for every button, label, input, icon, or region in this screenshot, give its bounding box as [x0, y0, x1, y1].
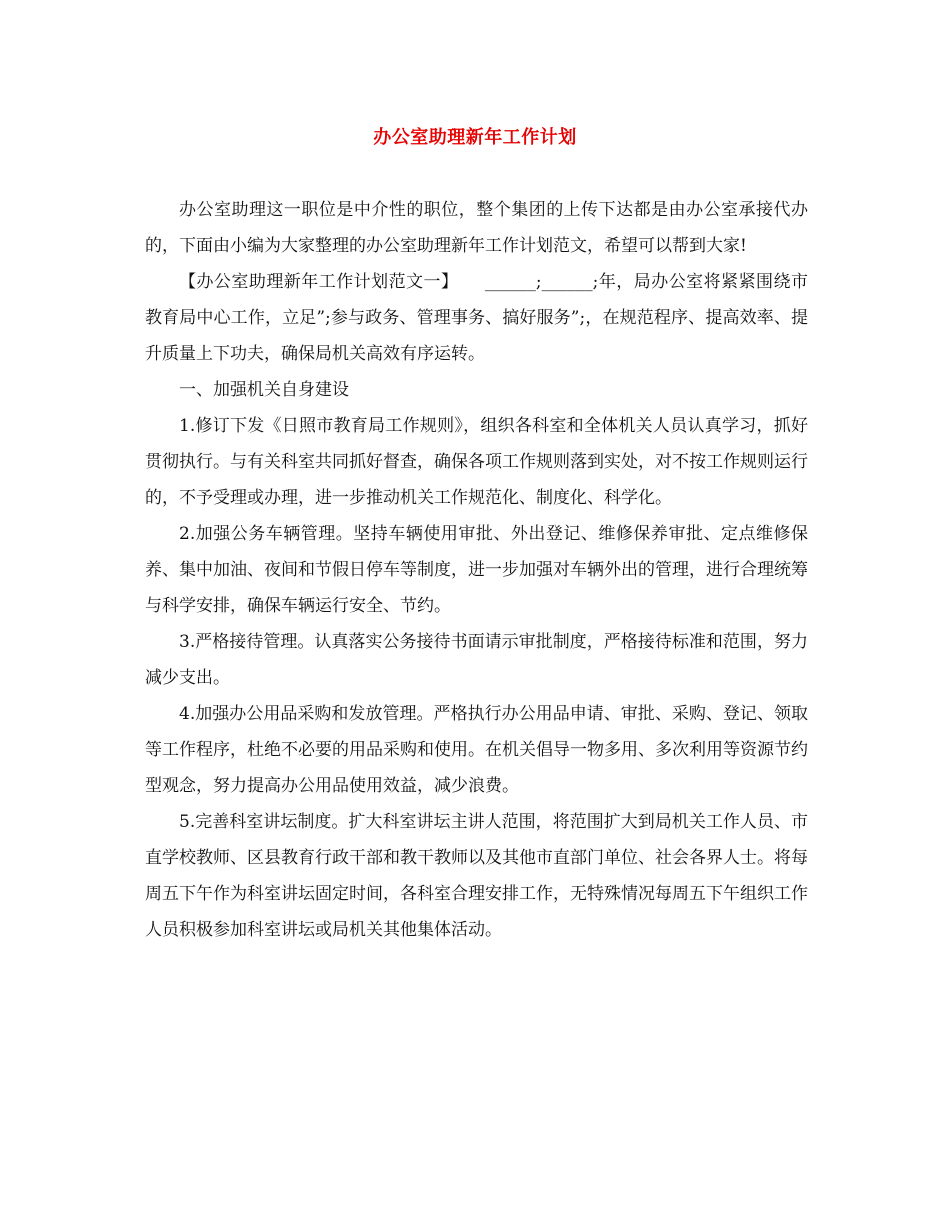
- document-title: 办公室助理新年工作计划: [373, 127, 577, 148]
- paragraph-item-5: 5.完善科室讲坛制度。扩大科室讲坛主讲人范围，将范围扩大到局机关工作人员、市直学校教师、区县教育行政干部和教干教师以及其他市直部门单位、社会各界人士。将每周五下午作为科室讲坛固定时间，各科室合理安排工作，无特殊情况每周五下午组织工作人员积极参加科室讲坛或局机关其他集体活动。: [145, 812, 808, 940]
- document-body: [145, 192, 808, 948]
- paragraph-sample-heading: 【办公室助理新年工作计划范文一】 ______;______;年，局办公室将紧紧围绕市教育局中心工作，立足”;参与政务、管理事务、搞好服务”;，在规范程序、提高效率、提升质量上下功夫，确保局机关高效有序运转。: [145, 272, 808, 364]
- paragraph-item-4: 4.加强办公用品采购和发放管理。严格执行办公用品申请、审批、采购、登记、领取等工作程序，杜绝不必要的用品采购和使用。在机关倡导一物多用、多次利用等资源节约型观念，努力提高办公用品使用效益，减少浪费。: [145, 704, 808, 796]
- paragraph-item-2: 2.加强公务车辆管理。坚持车辆使用审批、外出登记、维修保养审批、定点维修保养、集中加油、夜间和节假日停车等制度，进一步加强对车辆外出的管理，进行合理统筹与科学安排，确保车辆运行安全、节约。: [145, 524, 808, 616]
- paragraph-item-1: 1.修订下发《日照市教育局工作规则》，组织各科室和全体机关人员认真学习，抓好贯彻执行。与有关科室共同抓好督查，确保各项工作规则落到实处，对不按工作规则运行的，不予受理或办理，进一步推动机关工作规范化、制度化、科学化。: [145, 416, 808, 508]
- paragraph-item-3: 3.严格接待管理。认真落实公务接待书面请示审批制度，严格接待标准和范围，努力减少支出。: [145, 632, 808, 688]
- paragraph-intro: 办公室助理这一职位是中介性的职位，整个集团的上传下达都是由办公室承接代办的，下面由小编为大家整理的办公室助理新年工作计划范文，希望可以帮到大家!: [145, 200, 808, 256]
- section-heading: 一、加强机关自身建设: [179, 380, 349, 400]
